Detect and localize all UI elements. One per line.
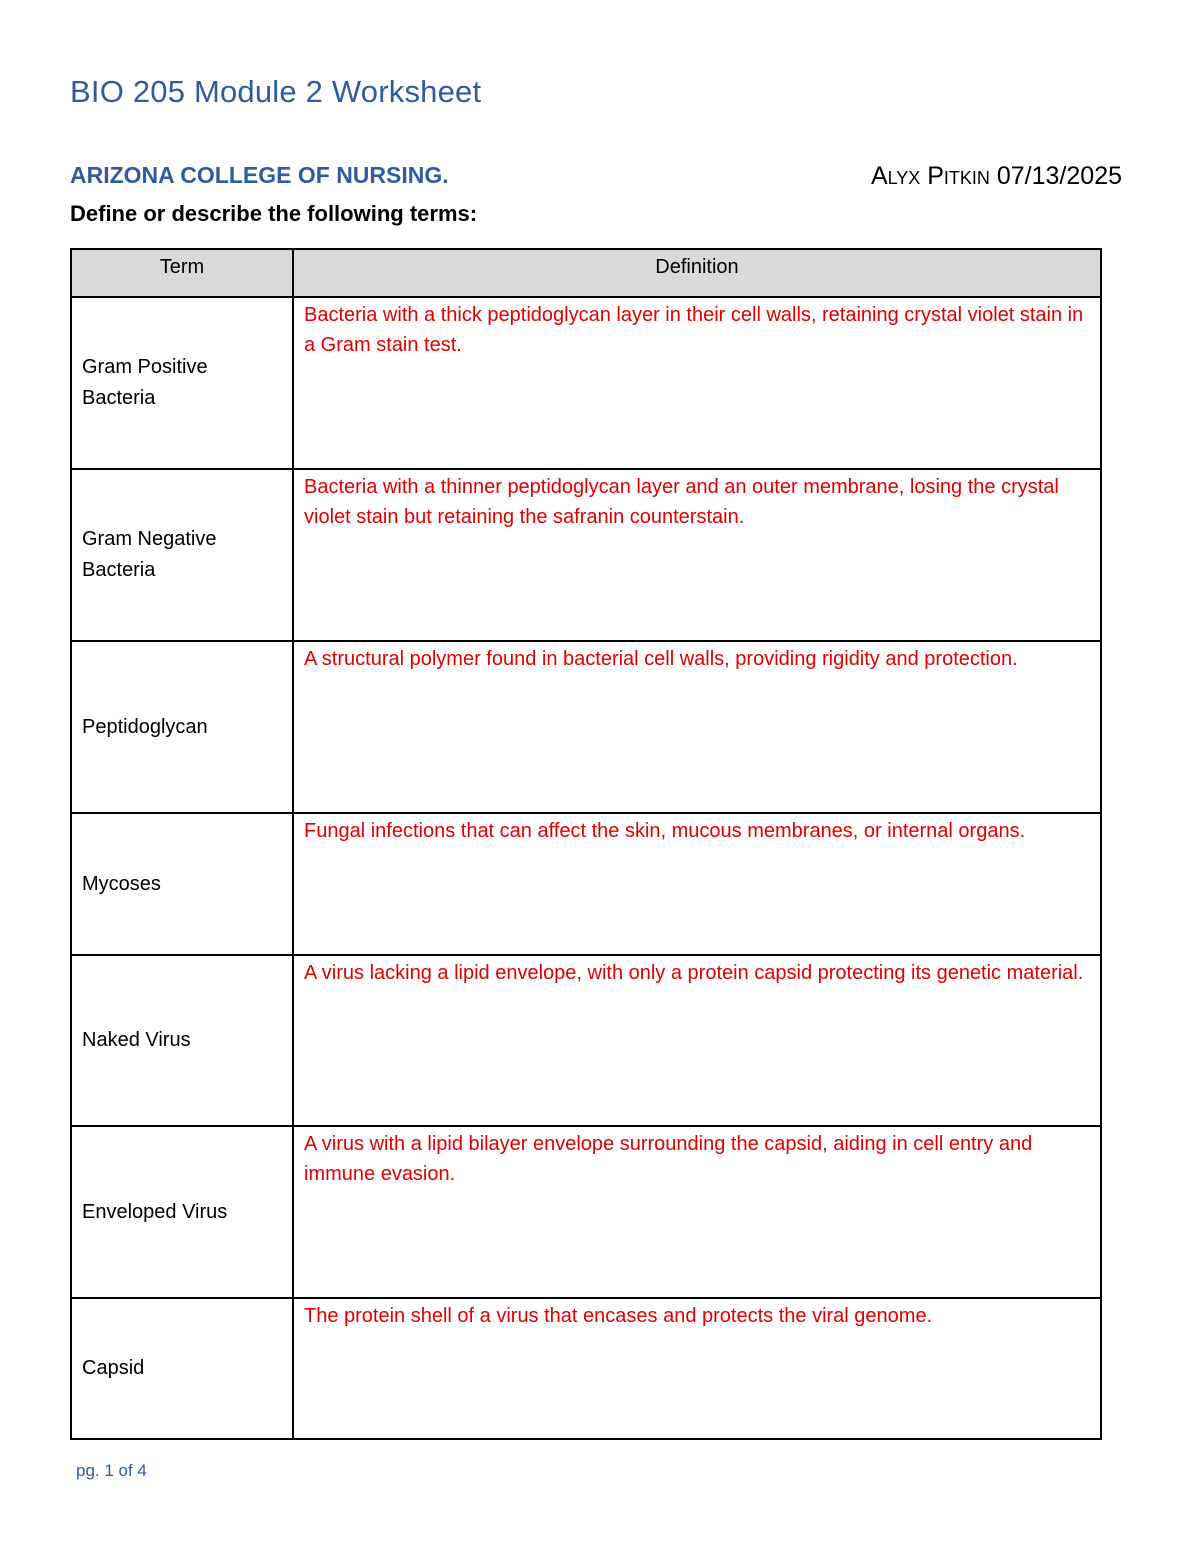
header-term: Term [71,249,293,297]
table-row [71,1298,1101,1439]
term-cell: Capsid [71,1298,293,1439]
student-info [871,162,1122,191]
term-cell: Naked Virus [71,955,293,1126]
term-cell: Gram Negative Bacteria [71,469,293,641]
submission-date: 07/13/2025 [996,162,1122,190]
table-row [71,813,1101,955]
student-name: Alyx Pitkin [870,162,990,190]
table-row [71,955,1101,1126]
definition-cell: Bacteria with a thick peptidoglycan layer in their cell walls, retaining crystal violet stain in a Gram stain test. [293,297,1101,469]
terms-table [70,248,1102,1440]
definition-cell: A virus with a lipid bilayer envelope surrounding the capsid, aiding in cell entry and immune evasion. [293,1126,1101,1298]
term-cell: Peptidoglycan [71,641,293,813]
definition-cell: The protein shell of a virus that encases and protects the viral genome. [293,1298,1101,1439]
page-number: pg. 1 of 4 [76,1461,147,1480]
term-cell: Mycoses [71,813,293,955]
term-cell: Enveloped Virus [71,1126,293,1298]
instructions: Define or describe the following terms: [70,201,478,226]
table-header-row [71,249,1101,297]
definition-cell: A virus lacking a lipid envelope, with only a protein capsid protecting its genetic material. [293,955,1101,1126]
term-cell: Gram Positive Bacteria [71,297,293,469]
table-row [71,1126,1101,1298]
definition-cell: Fungal infections that can affect the skin, mucous membranes, or internal organs. [293,813,1101,955]
college-name: ARIZONA COLLEGE OF NURSING. [70,162,449,188]
table-row [71,297,1101,469]
definition-cell: Bacteria with a thinner peptidoglycan layer and an outer membrane, losing the crystal violet stain but retaining the safranin counterstain. [293,469,1101,641]
definition-cell: A structural polymer found in bacterial cell walls, providing rigidity and protection. [293,641,1101,813]
table-row [71,469,1101,641]
header-definition: Definition [293,249,1101,297]
document-title: BIO 205 Module 2 Worksheet [70,74,482,109]
table-row [71,641,1101,813]
